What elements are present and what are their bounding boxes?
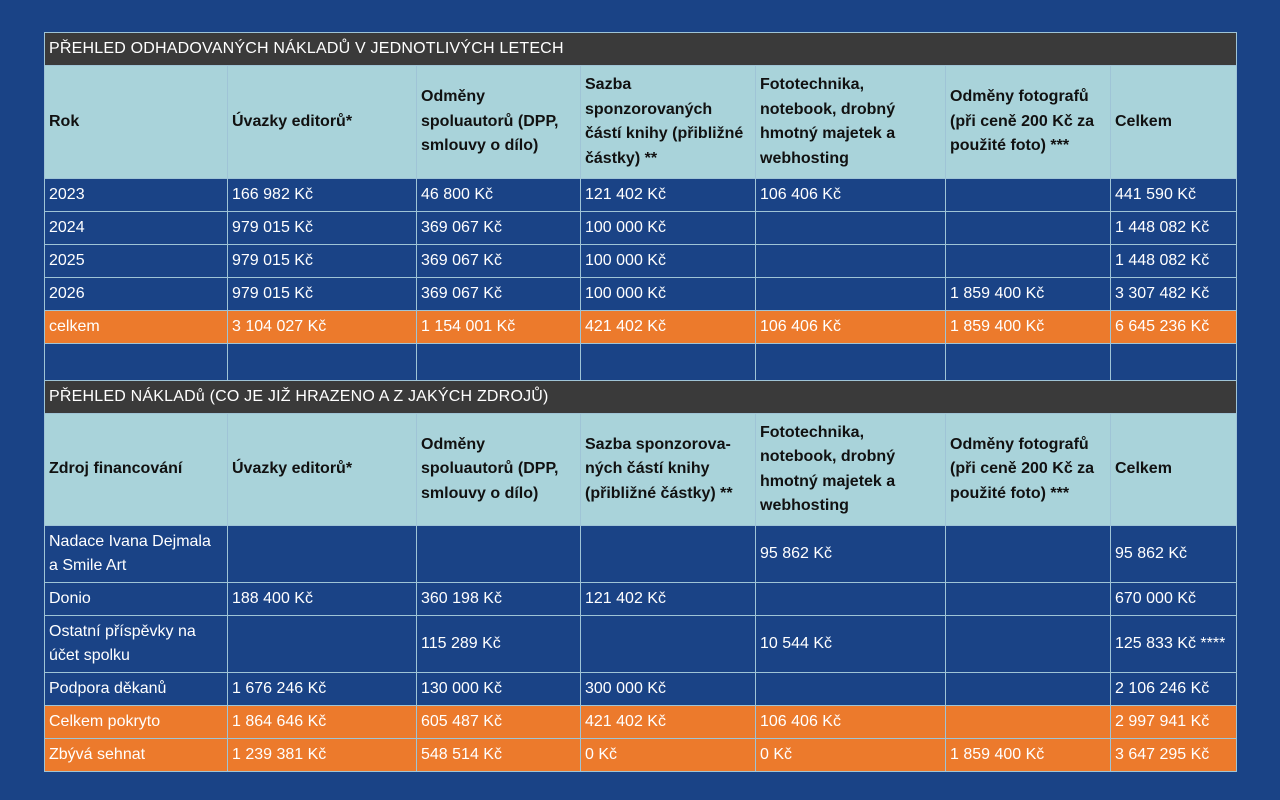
section1-header-row-label-cell: Rok bbox=[45, 66, 228, 179]
section2-header-row-total-cell: Celkem bbox=[1111, 414, 1237, 526]
section2-total-row-label-cell: Zbývá sehnat bbox=[45, 739, 228, 772]
section2-total-row-coauthors-cell: 605 487 Kč bbox=[417, 706, 581, 739]
section1-data-row bbox=[45, 245, 1237, 278]
section2-data-row bbox=[45, 673, 1237, 706]
cost-overview-table bbox=[44, 32, 1237, 772]
spacer-cell bbox=[756, 344, 946, 381]
section2-total-row bbox=[45, 706, 1237, 739]
section1-data-row-equipment-cell bbox=[756, 212, 946, 245]
section1-header-row-equipment-cell: Fototechnika, notebook, drobný hmotný majetek a webhosting bbox=[756, 66, 946, 179]
section1-header-row-editors-cell: Úvazky editorů* bbox=[228, 66, 417, 179]
section2-total-row-coauthors-cell: 548 514 Kč bbox=[417, 739, 581, 772]
section1-data-row-total-cell: 3 307 482 Kč bbox=[1111, 278, 1237, 311]
section2-data-row-photographers-cell bbox=[946, 673, 1111, 706]
section2-data-row-photographers-cell bbox=[946, 583, 1111, 616]
section1-data-row-label-cell: 2023 bbox=[45, 179, 228, 212]
section2-data-row-label-cell: Ostatní příspěvky na účet spolku bbox=[45, 616, 228, 673]
section1-data-row-photographers-cell bbox=[946, 179, 1111, 212]
section1-data-row-editors-cell: 979 015 Kč bbox=[228, 278, 417, 311]
section1-data-row-equipment-cell bbox=[756, 278, 946, 311]
section2-total-row bbox=[45, 739, 1237, 772]
section2-total-row-total-cell: 2 997 941 Kč bbox=[1111, 706, 1237, 739]
section2-data-row-editors-cell: 188 400 Kč bbox=[228, 583, 417, 616]
section1-data-row-editors-cell: 166 982 Kč bbox=[228, 179, 417, 212]
section1-data-row-label-cell: 2025 bbox=[45, 245, 228, 278]
section1-data-row bbox=[45, 212, 1237, 245]
section2-data-row-equipment-cell: 10 544 Kč bbox=[756, 616, 946, 673]
section1-total-row-coauthors-cell: 1 154 001 Kč bbox=[417, 311, 581, 344]
spacer-cell bbox=[581, 344, 756, 381]
section2-total-row-typesetting-cell: 421 402 Kč bbox=[581, 706, 756, 739]
section2-data-row-total-cell: 670 000 Kč bbox=[1111, 583, 1237, 616]
section2-data-row-equipment-cell bbox=[756, 583, 946, 616]
section2-data-row-equipment-cell bbox=[756, 673, 946, 706]
section2-header-row bbox=[45, 414, 1237, 526]
spacer-cell bbox=[1111, 344, 1237, 381]
section2-data-row-coauthors-cell: 360 198 Kč bbox=[417, 583, 581, 616]
spacer-cell bbox=[45, 344, 228, 381]
section1-total-row-photographers-cell: 1 859 400 Kč bbox=[946, 311, 1111, 344]
section2-data-row-label-cell: Donio bbox=[45, 583, 228, 616]
section2-data-row-typesetting-cell bbox=[581, 616, 756, 673]
section2-data-row bbox=[45, 526, 1237, 583]
section2-header-row-coauthors-cell: Odměny spoluautorů (DPP, smlouvy o dílo) bbox=[417, 414, 581, 526]
section2-data-row-coauthors-cell: 130 000 Kč bbox=[417, 673, 581, 706]
section2-data-row-total-cell: 2 106 246 Kč bbox=[1111, 673, 1237, 706]
section1-data-row-equipment-cell bbox=[756, 245, 946, 278]
section2-header-row-typesetting-cell: Sazba sponzorova-ných částí knihy (přibližné částky) ** bbox=[581, 414, 756, 526]
section1-data-row-label-cell: 2024 bbox=[45, 212, 228, 245]
section1-data-row-editors-cell: 979 015 Kč bbox=[228, 245, 417, 278]
section1-data-row-total-cell: 1 448 082 Kč bbox=[1111, 212, 1237, 245]
section1-total-row-editors-cell: 3 104 027 Kč bbox=[228, 311, 417, 344]
section2-header-row-equipment-cell: Fototechnika, notebook, drobný hmotný majetek a webhosting bbox=[756, 414, 946, 526]
section1-data-row-equipment-cell: 106 406 Kč bbox=[756, 179, 946, 212]
section1-data-row-coauthors-cell: 369 067 Kč bbox=[417, 278, 581, 311]
section2-data-row-label-cell: Podpora děkanů bbox=[45, 673, 228, 706]
section1-data-row-typesetting-cell: 100 000 Kč bbox=[581, 212, 756, 245]
section1-total-row-label-cell: celkem bbox=[45, 311, 228, 344]
section2-data-row-photographers-cell bbox=[946, 616, 1111, 673]
section2-data-row bbox=[45, 583, 1237, 616]
section2-total-row-typesetting-cell: 0 Kč bbox=[581, 739, 756, 772]
section1-data-row-coauthors-cell: 46 800 Kč bbox=[417, 179, 581, 212]
section2-data-row-photographers-cell bbox=[946, 526, 1111, 583]
section2-total-row-equipment-cell: 0 Kč bbox=[756, 739, 946, 772]
section2-total-row-label-cell: Celkem pokryto bbox=[45, 706, 228, 739]
section2-total-row-photographers-cell bbox=[946, 706, 1111, 739]
section2-data-row-typesetting-cell: 121 402 Kč bbox=[581, 583, 756, 616]
section2-title: PŘEHLED NÁKLADů (CO JE JIŽ HRAZENO A Z JAKÝCH ZDROJŮ) bbox=[45, 381, 1237, 414]
section2-data-row-editors-cell bbox=[228, 616, 417, 673]
section2-data-row-equipment-cell: 95 862 Kč bbox=[756, 526, 946, 583]
section2-data-row-typesetting-cell: 300 000 Kč bbox=[581, 673, 756, 706]
section2-header-row-label-cell: Zdroj financování bbox=[45, 414, 228, 526]
section1-data-row-coauthors-cell: 369 067 Kč bbox=[417, 212, 581, 245]
section2-data-row-label-cell: Nadace Ivana Dejmala a Smile Art bbox=[45, 526, 228, 583]
section2-data-row-coauthors-cell bbox=[417, 526, 581, 583]
section2-total-row-total-cell: 3 647 295 Kč bbox=[1111, 739, 1237, 772]
section2-total-row-equipment-cell: 106 406 Kč bbox=[756, 706, 946, 739]
section1-data-row-photographers-cell bbox=[946, 212, 1111, 245]
section1-total-row-equipment-cell: 106 406 Kč bbox=[756, 311, 946, 344]
section2-header-row-editors-cell: Úvazky editorů* bbox=[228, 414, 417, 526]
section1-total-row-typesetting-cell: 421 402 Kč bbox=[581, 311, 756, 344]
section2-data-row-editors-cell bbox=[228, 526, 417, 583]
section2-total-row-photographers-cell: 1 859 400 Kč bbox=[946, 739, 1111, 772]
spacer-cell bbox=[228, 344, 417, 381]
section1-header-row bbox=[45, 66, 1237, 179]
section1-data-row-editors-cell: 979 015 Kč bbox=[228, 212, 417, 245]
section2-data-row-typesetting-cell bbox=[581, 526, 756, 583]
section2-data-row-coauthors-cell: 115 289 Kč bbox=[417, 616, 581, 673]
section1-header-row-coauthors-cell: Odměny spoluautorů (DPP, smlouvy o dílo) bbox=[417, 66, 581, 179]
section1-data-row-total-cell: 441 590 Kč bbox=[1111, 179, 1237, 212]
section2-data-row bbox=[45, 616, 1237, 673]
section2-title-row bbox=[45, 381, 1237, 414]
section1-title: PŘEHLED ODHADOVANÝCH NÁKLADŮ V JEDNOTLIVÝCH LETECH bbox=[45, 33, 1237, 66]
section2-data-row-total-cell: 125 833 Kč **** bbox=[1111, 616, 1237, 673]
section1-title-row bbox=[45, 33, 1237, 66]
section1-data-row-typesetting-cell: 100 000 Kč bbox=[581, 278, 756, 311]
section1-data-row-photographers-cell: 1 859 400 Kč bbox=[946, 278, 1111, 311]
section1-header-row-typesetting-cell: Sazba sponzorovaných částí knihy (přibližné částky) ** bbox=[581, 66, 756, 179]
section1-data-row bbox=[45, 278, 1237, 311]
spacer-row bbox=[45, 344, 1237, 381]
section1-data-row-photographers-cell bbox=[946, 245, 1111, 278]
section1-data-row-total-cell: 1 448 082 Kč bbox=[1111, 245, 1237, 278]
section2-total-row-editors-cell: 1 864 646 Kč bbox=[228, 706, 417, 739]
section1-total-row-total-cell: 6 645 236 Kč bbox=[1111, 311, 1237, 344]
section1-data-row-typesetting-cell: 121 402 Kč bbox=[581, 179, 756, 212]
section1-data-row-typesetting-cell: 100 000 Kč bbox=[581, 245, 756, 278]
section1-total-row bbox=[45, 311, 1237, 344]
section1-data-row-coauthors-cell: 369 067 Kč bbox=[417, 245, 581, 278]
section2-header-row-photographers-cell: Odměny fotografů (při ceně 200 Kč za použité foto) *** bbox=[946, 414, 1111, 526]
spacer-cell bbox=[417, 344, 581, 381]
section1-header-row-photographers-cell: Odměny fotografů (při ceně 200 Kč za použité foto) *** bbox=[946, 66, 1111, 179]
section2-total-row-editors-cell: 1 239 381 Kč bbox=[228, 739, 417, 772]
section1-data-row bbox=[45, 179, 1237, 212]
spacer-cell bbox=[946, 344, 1111, 381]
section2-data-row-editors-cell: 1 676 246 Kč bbox=[228, 673, 417, 706]
section1-header-row-total-cell: Celkem bbox=[1111, 66, 1237, 179]
section2-data-row-total-cell: 95 862 Kč bbox=[1111, 526, 1237, 583]
section1-data-row-label-cell: 2026 bbox=[45, 278, 228, 311]
